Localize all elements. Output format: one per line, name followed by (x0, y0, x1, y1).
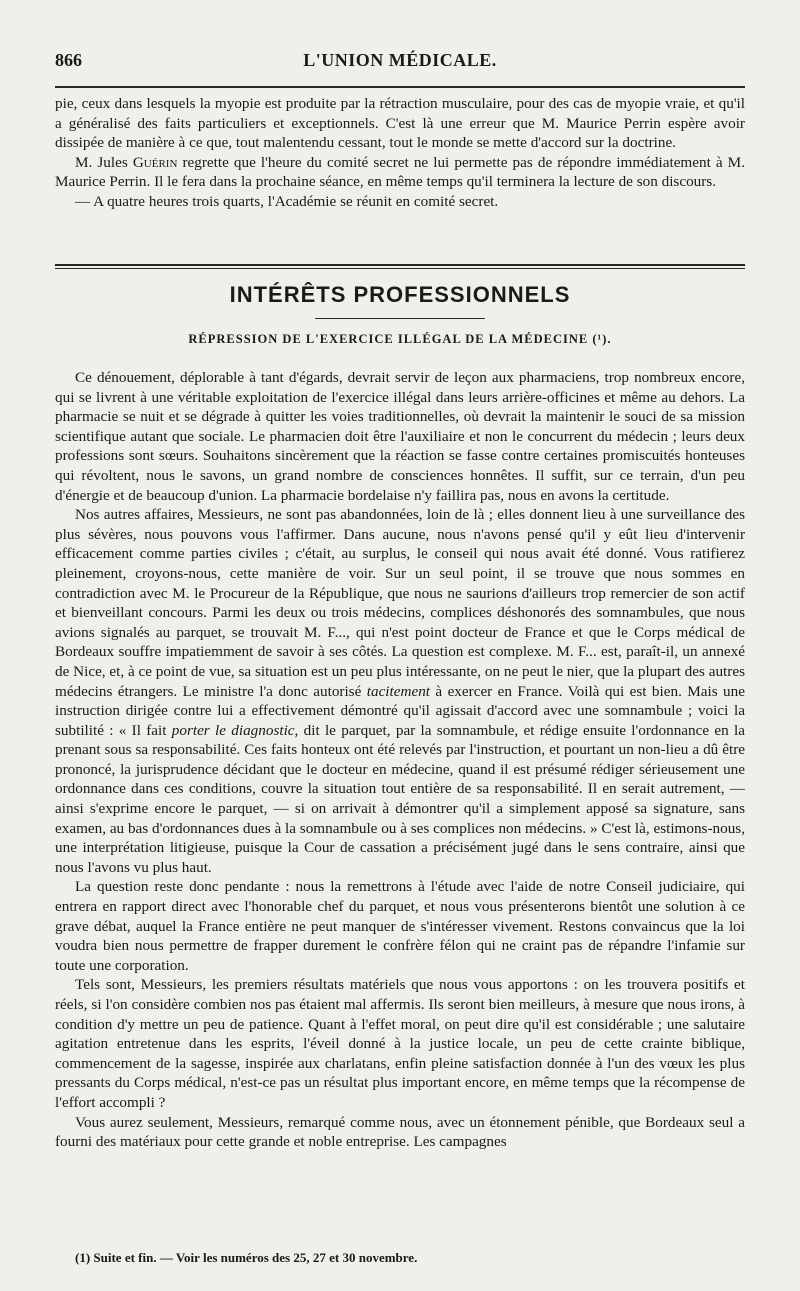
article-paragraph-1: Ce dénouement, déplorable à tant d'égards, devrait servir de leçon aux pharmaciens, trop nombreux encore, qui se livrent à une véritable exploitation de l'exercice illégal dans leurs arrière-officines et même au dehors. La pharmacie se nuit et se dégrade à quitter les voies traditionnelles, où devrait la maintenir le souci de sa mission scientifique autant que sociale. Le pharmacien doit être l'auxiliaire et non le concurrent du médecin ; leurs deux professions sont sœurs. Souhaitons sincèrement que la réaction se fasse contre certaines promiscuités honteuses qui révoltent, nous le savons, un grand nombre de consciences honnêtes. Il suffit, sur ce terrain, d'un peu d'énergie et de beaucoup d'union. La pharmacie bordelaise n'y faillira pas, nous en avons la certitude. (55, 369, 745, 504)
running-title: L'UNION MÉDICALE. (303, 50, 497, 70)
page-header (55, 50, 745, 76)
article-p2-emphasis-2: porter le diagnostic (171, 721, 295, 739)
section-divider-thin (55, 268, 745, 269)
article-paragraph-5: Vous aurez seulement, Messieurs, remarqué comme nous, avec un étonnement pénible, que Bordeaux seul a fourni des matériaux pour cette grande et noble entreprise. Les campagnes (55, 1113, 745, 1151)
title-underline (315, 318, 485, 319)
article-body (55, 368, 745, 1152)
intro-p2-prefix: M. Jules (75, 153, 133, 171)
intro-paragraph-3: — A quatre heures trois quarts, l'Académie se réunit en comité secret. (75, 192, 499, 210)
intro-paragraph-2 (55, 153, 745, 192)
speaker-name: Guérin (132, 153, 178, 171)
page-number: 866 (55, 50, 82, 70)
article-paragraph-4: Tels sont, Messieurs, les premiers résultats matériels que nous vous apportons : on les trouvera positifs et réels, si l'on considère combien nos pas étaient mal affermis. Ils seront bien meilleurs, à mesure que nous irons, à condition d'y mettre un peu de patience. Quant à l'effet moral, on peut dire qu'il est considérable ; une salutaire agitation entretenue dans les esprits, l'éveil donné à la justice locale, un peu de cette crainte biblique, commencement de la sagesse, inspirée aux charlatans, enfin pleine satisfaction donnée à l'un des vœux les plus pressants du Corps médical, n'est-ce pas un résultat plus important encore, en même temps que la récompense de l'effort accompli ? (55, 976, 745, 1111)
header-rule (55, 86, 745, 88)
article-p2-part-b: à exercer en France. Voilà qui est bien. Mais une instruction dirigée contre lui a effectivement démontré qu'il agissait d'accord avec une somnambule ; voici la subtilité : « Il fait (55, 682, 745, 739)
article-paragraph-2 (55, 505, 745, 877)
article-subtitle: RÉPRESSION DE L'EXERCICE ILLÉGAL DE LA MÉDECINE (¹). (188, 332, 612, 346)
section-title: INTÉRÊTS PROFESSIONNELS (229, 282, 571, 307)
article-p2-part-a: Nos autres affaires, Messieurs, ne sont pas abandonnées, loin de là ; elles donnent lieu à une surveillance des plus sévères, nous pouvons vous l'affirmer. Dans aucune, nous n'avons pensé qu'il y eût lieu d'intervenir efficacement comme parties civiles ; c'était, au surplus, le conseil qui nous avait été donné. Vous ratifierez pleinement, croyons-nous, cette manière de voir. Sur un seul point, il se trouve que nous sommes en contradiction avec M. le Procureur de la République, que nous ne saurions d'ailleurs trop remercier de son actif et bienveillant concours. Parmi les deux ou trois médecins, complices déshonorés des somnambules, que nous avions signalés au parquet, se trouvait M. F..., qui n'est point docteur de France et que le Corps médical de Bordeaux souffre impatiemment de savoir à ses côtés. La question est complexe. M. F... est, paraît-il, un annexé de Nice, et, à ce point de vue, sa situation est un peu plus intéressante, on ne peut le nier, que la plupart des autres médecins étrangers. Le ministre l'a donc autorisé (55, 506, 745, 700)
article-p2-emphasis-1: tacitement (366, 682, 431, 700)
section-divider-thick (55, 264, 745, 266)
intro-p2-rest: regrette que l'heure du comité secret ne lui permette pas de répondre immédiatement à M. Maurice Perrin. Il le fera dans la prochaine séance, en même temps qu'il terminera la lecture de son discours. (55, 153, 745, 191)
intro-paragraph-1: pie, ceux dans lesquels la myopie est produite par la rétraction musculaire, pour des cas de myopie vraie, et qu'il a généralisé des faits particuliers et exceptionnels. C'est là une erreur que M. Maurice Perrin espère avoir dissipée de manière à ce que, tout malentendu cessant, tout le monde se mette d'accord sur la doctrine. (55, 95, 745, 152)
article-p2-part-c: , dit le parquet, par la somnambule, et rédige ensuite l'ordonnance en la prenant sous sa responsabilité. Ces faits honteux ont été relevés par l'instruction, et pourtant un non-lieu a dû être prononcé, la jurisprudence décidant que le docteur en médecine, quand il est présumé rédiger sérieusement une ordonnance dans ces conditions, couvre la situation tout entière de sa responsabilité. Il en serait autrement, — ainsi s'exprime encore le parquet, — si on arrivait à démontrer qu'il a simplement apposé sa signature, sans examen, au bas d'ordonnances dues à la somnambule ou à ses complices non médecins. » C'est là, estimons-nous, une interprétation litigieuse, puisque la Cour de cassation a précisément jugé dans le sens contraire, ainsi que nous l'avons vu plus haut. (55, 721, 746, 876)
intro-text (55, 94, 745, 212)
footnote: (1) Suite et fin. — Voir les numéros des 25, 27 et 30 novembre. (75, 1250, 418, 1265)
article-paragraph-3: La question reste donc pendante : nous la remettrons à l'étude avec l'aide de notre Conseil judiciaire, qui entrera en rapport direct avec l'honorable chef du parquet, et nous vous présenterons bientôt une solution à ce grave débat, auquel la France entière ne peut manquer de s'intéresser vivement. Restons convaincus que la loi voudra bien nous permettre de frapper durement le confrère félon qui ne craint pas de répandre l'infamie sur toute une corporation. (55, 878, 745, 974)
